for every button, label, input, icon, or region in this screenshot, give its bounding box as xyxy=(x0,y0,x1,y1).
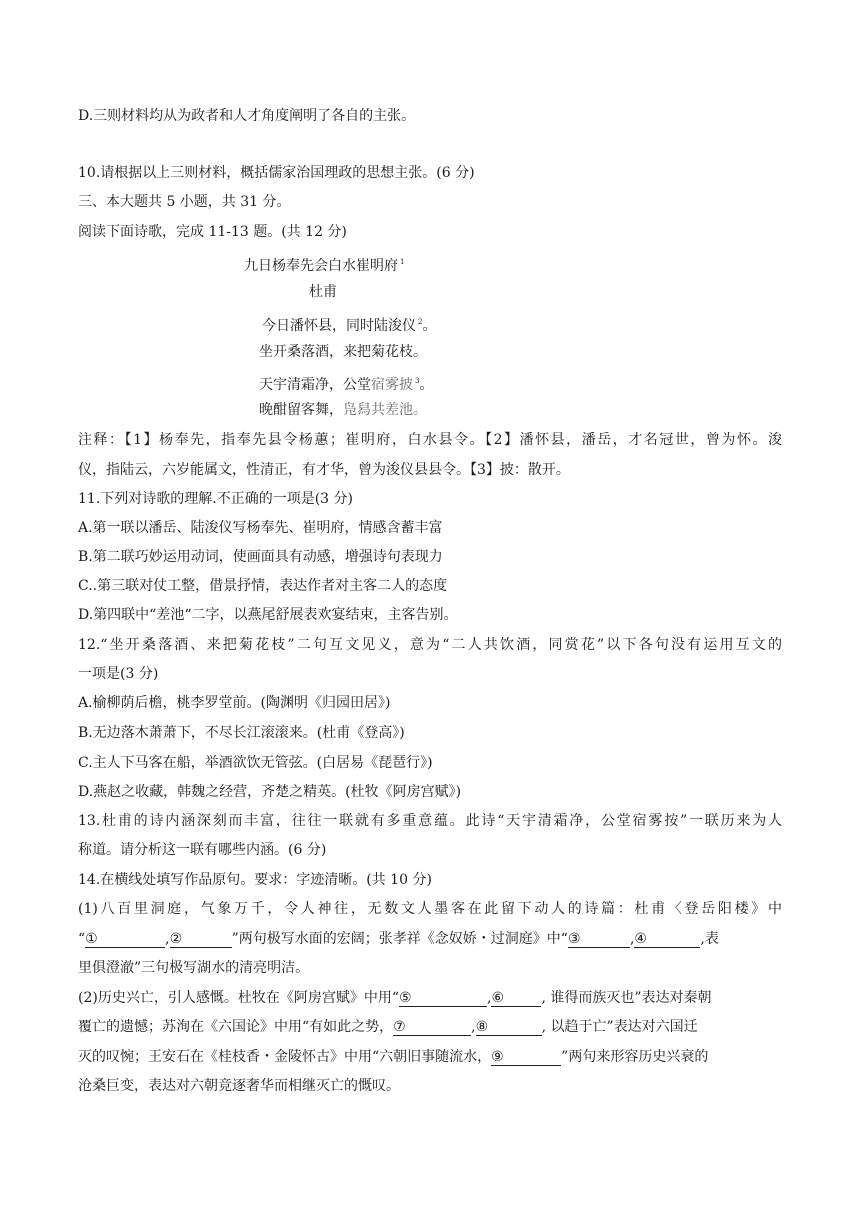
q12-option-b: B.无边落木萧萧下，不尽长江滚滚来。(杜甫《登高》) xyxy=(78,725,405,741)
poem-line-4-text: 晚酣留客舞， xyxy=(259,402,343,418)
poem-title-note: 1 xyxy=(400,258,405,266)
q11-option-b: B.第二联巧妙运用动词，使画面具有动感，增强诗句表现力 xyxy=(78,549,443,565)
q14-part2-line-2-start: 覆亡的遗憾；苏洵在《六国论》中用“有如此之势， xyxy=(78,1019,394,1035)
poem-line-2: 坐开桑落酒，来把菊花枝。 xyxy=(259,344,427,360)
fill-blank-6[interactable]: ⑥ xyxy=(491,990,541,1007)
poem-line-3-note: 3 xyxy=(415,377,420,385)
poem-line-4 xyxy=(259,401,427,419)
fill-blank-4[interactable]: ④ xyxy=(634,931,700,948)
q12-stem-line-1: 12.“坐开桑落酒、来把菊花枝”二句互文见义，意为“二人共饮酒，同赏花”以下各句没有运用互文的 xyxy=(78,637,782,653)
fill-blank-5[interactable]: ⑤ xyxy=(399,990,487,1007)
q12-option-d: D.燕赵之收藏，韩魏之经营，齐楚之精英。(杜牧《阿房宫赋》) xyxy=(78,784,462,800)
q14-part1-end: ,表 xyxy=(700,931,719,947)
poem-author: 杜甫 xyxy=(309,284,337,300)
q14-part2-line-2-end: , 以趋于亡”表达对六国迁 xyxy=(541,1019,698,1035)
fill-blank-7[interactable]: ⑦ xyxy=(393,1019,471,1036)
q12-option-c: C.主人下马客在船，举酒欲饮无管弦。(白居易《琵琶行》) xyxy=(78,755,433,771)
poem-line-1-text: 今日潘怀县，同时陆浚仪 xyxy=(262,318,416,334)
q14-part2-line-1-end: , 谁得而族灭也”表达对秦朝 xyxy=(541,990,712,1006)
q10-stem: 10.请根据以上三则材料，概括儒家治国理政的思想主张。(6 分) xyxy=(78,165,475,181)
notes-line-1: 注释：【1】杨奉先，指奉先县令杨蕙；崔明府，白水县令。【2】潘怀县，潘岳，才名冠世，曾为怀。浚 xyxy=(78,432,782,448)
q14-part1-mid: ”两句极写水面的宏阔；张孝祥《念奴娇・过洞庭》中“ xyxy=(231,931,568,947)
poem-line-4-gray: 凫舄共差池。 xyxy=(343,402,427,418)
q14-part1-line-1: (1)八百里洞庭，气象万千，令人神往，无数文人墨客在此留下动人的诗篇：杜甫〈登岳阳楼》中 xyxy=(78,901,782,917)
q14-part2-line-2: 覆亡的遗憾；苏洵在《六国论》中用“有如此之势，⑦ ,⑧ , 以趋于亡”表达对六国迁 xyxy=(78,1019,698,1035)
q11-option-a: A.第一联以潘岳、陆浚仪写杨奉先、崔明府，情感含蓄丰富 xyxy=(78,520,443,536)
poem-line-3-gray: 宿雾披 xyxy=(371,377,413,393)
q11-stem: 11.下列对诗歌的理解.不正确的一项是(3 分) xyxy=(78,491,353,507)
q14-part2-line-4: 沧桑巨变，表达对六朝竞逐奢华而相继灭亡的慨叹。 xyxy=(78,1078,400,1094)
q14-part2-line-3 xyxy=(78,1048,708,1066)
q11-option-d: D.第四联中“差池“二字，以燕尾舒展表欢宴结束，主客告别。 xyxy=(78,607,458,623)
fill-blank-2[interactable]: ② xyxy=(170,931,232,948)
q13-line-1: 13.杜甫的诗内涵深刻而丰富，往往一联就有多重意蕴。此诗“天宇清霜净，公堂宿雾按”一联历来为人 xyxy=(78,813,782,829)
read-prompt: 阅读下面诗歌，完成 11-13 题。(共 12 分) xyxy=(78,224,347,240)
poem-line-3-text: 天宇清霜净，公堂 xyxy=(259,377,371,393)
poem-title-text: 九日杨奉先会白水崔明府 xyxy=(244,258,398,274)
q14-part1-line-2: “① ,② ”两句极写水面的宏阔；张孝祥《念奴娇・过洞庭》中“③ ,④ ,表 xyxy=(78,931,719,947)
q14-part1-line-3: 里俱澄澈”三句极写湖水的清亮明洁。 xyxy=(78,960,310,976)
q11-option-c: C..第三联对仗工整，借景抒情，表达作者对主客二人的态度 xyxy=(78,578,448,594)
q12-stem-line-2: 一项是(3 分) xyxy=(78,666,159,682)
poem-title xyxy=(244,253,404,275)
fill-blank-3[interactable]: ③ xyxy=(568,931,630,948)
poem-line-1 xyxy=(262,313,436,335)
q12-option-a: A.榆柳荫后檐，桃李罗堂前。(陶渊明《归园田居》) xyxy=(78,695,391,711)
q9-option-d: D.三则材料均从为政者和人才角度阐明了各自的主张。 xyxy=(78,108,416,124)
q14-stem: 14.在横线处填写作品原句。要求：字迹清晰。(共 10 分) xyxy=(78,872,432,888)
section-3-heading: 三、本大题共 5 小题，共 31 分。 xyxy=(78,194,291,210)
poem-line-1-note: 2 xyxy=(418,318,423,326)
fill-blank-8[interactable]: ⑧ xyxy=(476,1019,542,1036)
q13-line-2: 称道。请分析这一联有哪些内涵。(6 分) xyxy=(78,842,327,858)
q14-part2-line-3-end: ”两句来形容历史兴衰的 xyxy=(561,1049,709,1065)
notes-line-2: 仪，指陆云，六岁能属文，性清正，有才华，曾为浚仪县县令。【3】披：散开。 xyxy=(78,462,570,478)
poem-line-1-end: 。 xyxy=(422,318,437,334)
q14-part2-line-3-start: 灭的叹惋；王安石在《桂枝香・金陵怀古》中用“六朝旧事随流水， xyxy=(78,1049,492,1065)
q14-part2-line-1-start: (2)历史兴亡，引人感慨。杜牧在《阿房宫赋》中用“ xyxy=(78,990,399,1006)
poem-line-3 xyxy=(259,372,433,394)
poem-line-3-end: 。 xyxy=(419,377,434,393)
q14-part2-line-1: (2)历史兴亡，引人感慨。杜牧在《阿房宫赋》中用“⑤ ,⑥ , 谁得而族灭也”表达对秦朝 xyxy=(78,990,712,1006)
fill-blank-9[interactable]: ⑨ xyxy=(491,1049,561,1066)
fill-blank-1[interactable]: ① xyxy=(85,931,165,948)
